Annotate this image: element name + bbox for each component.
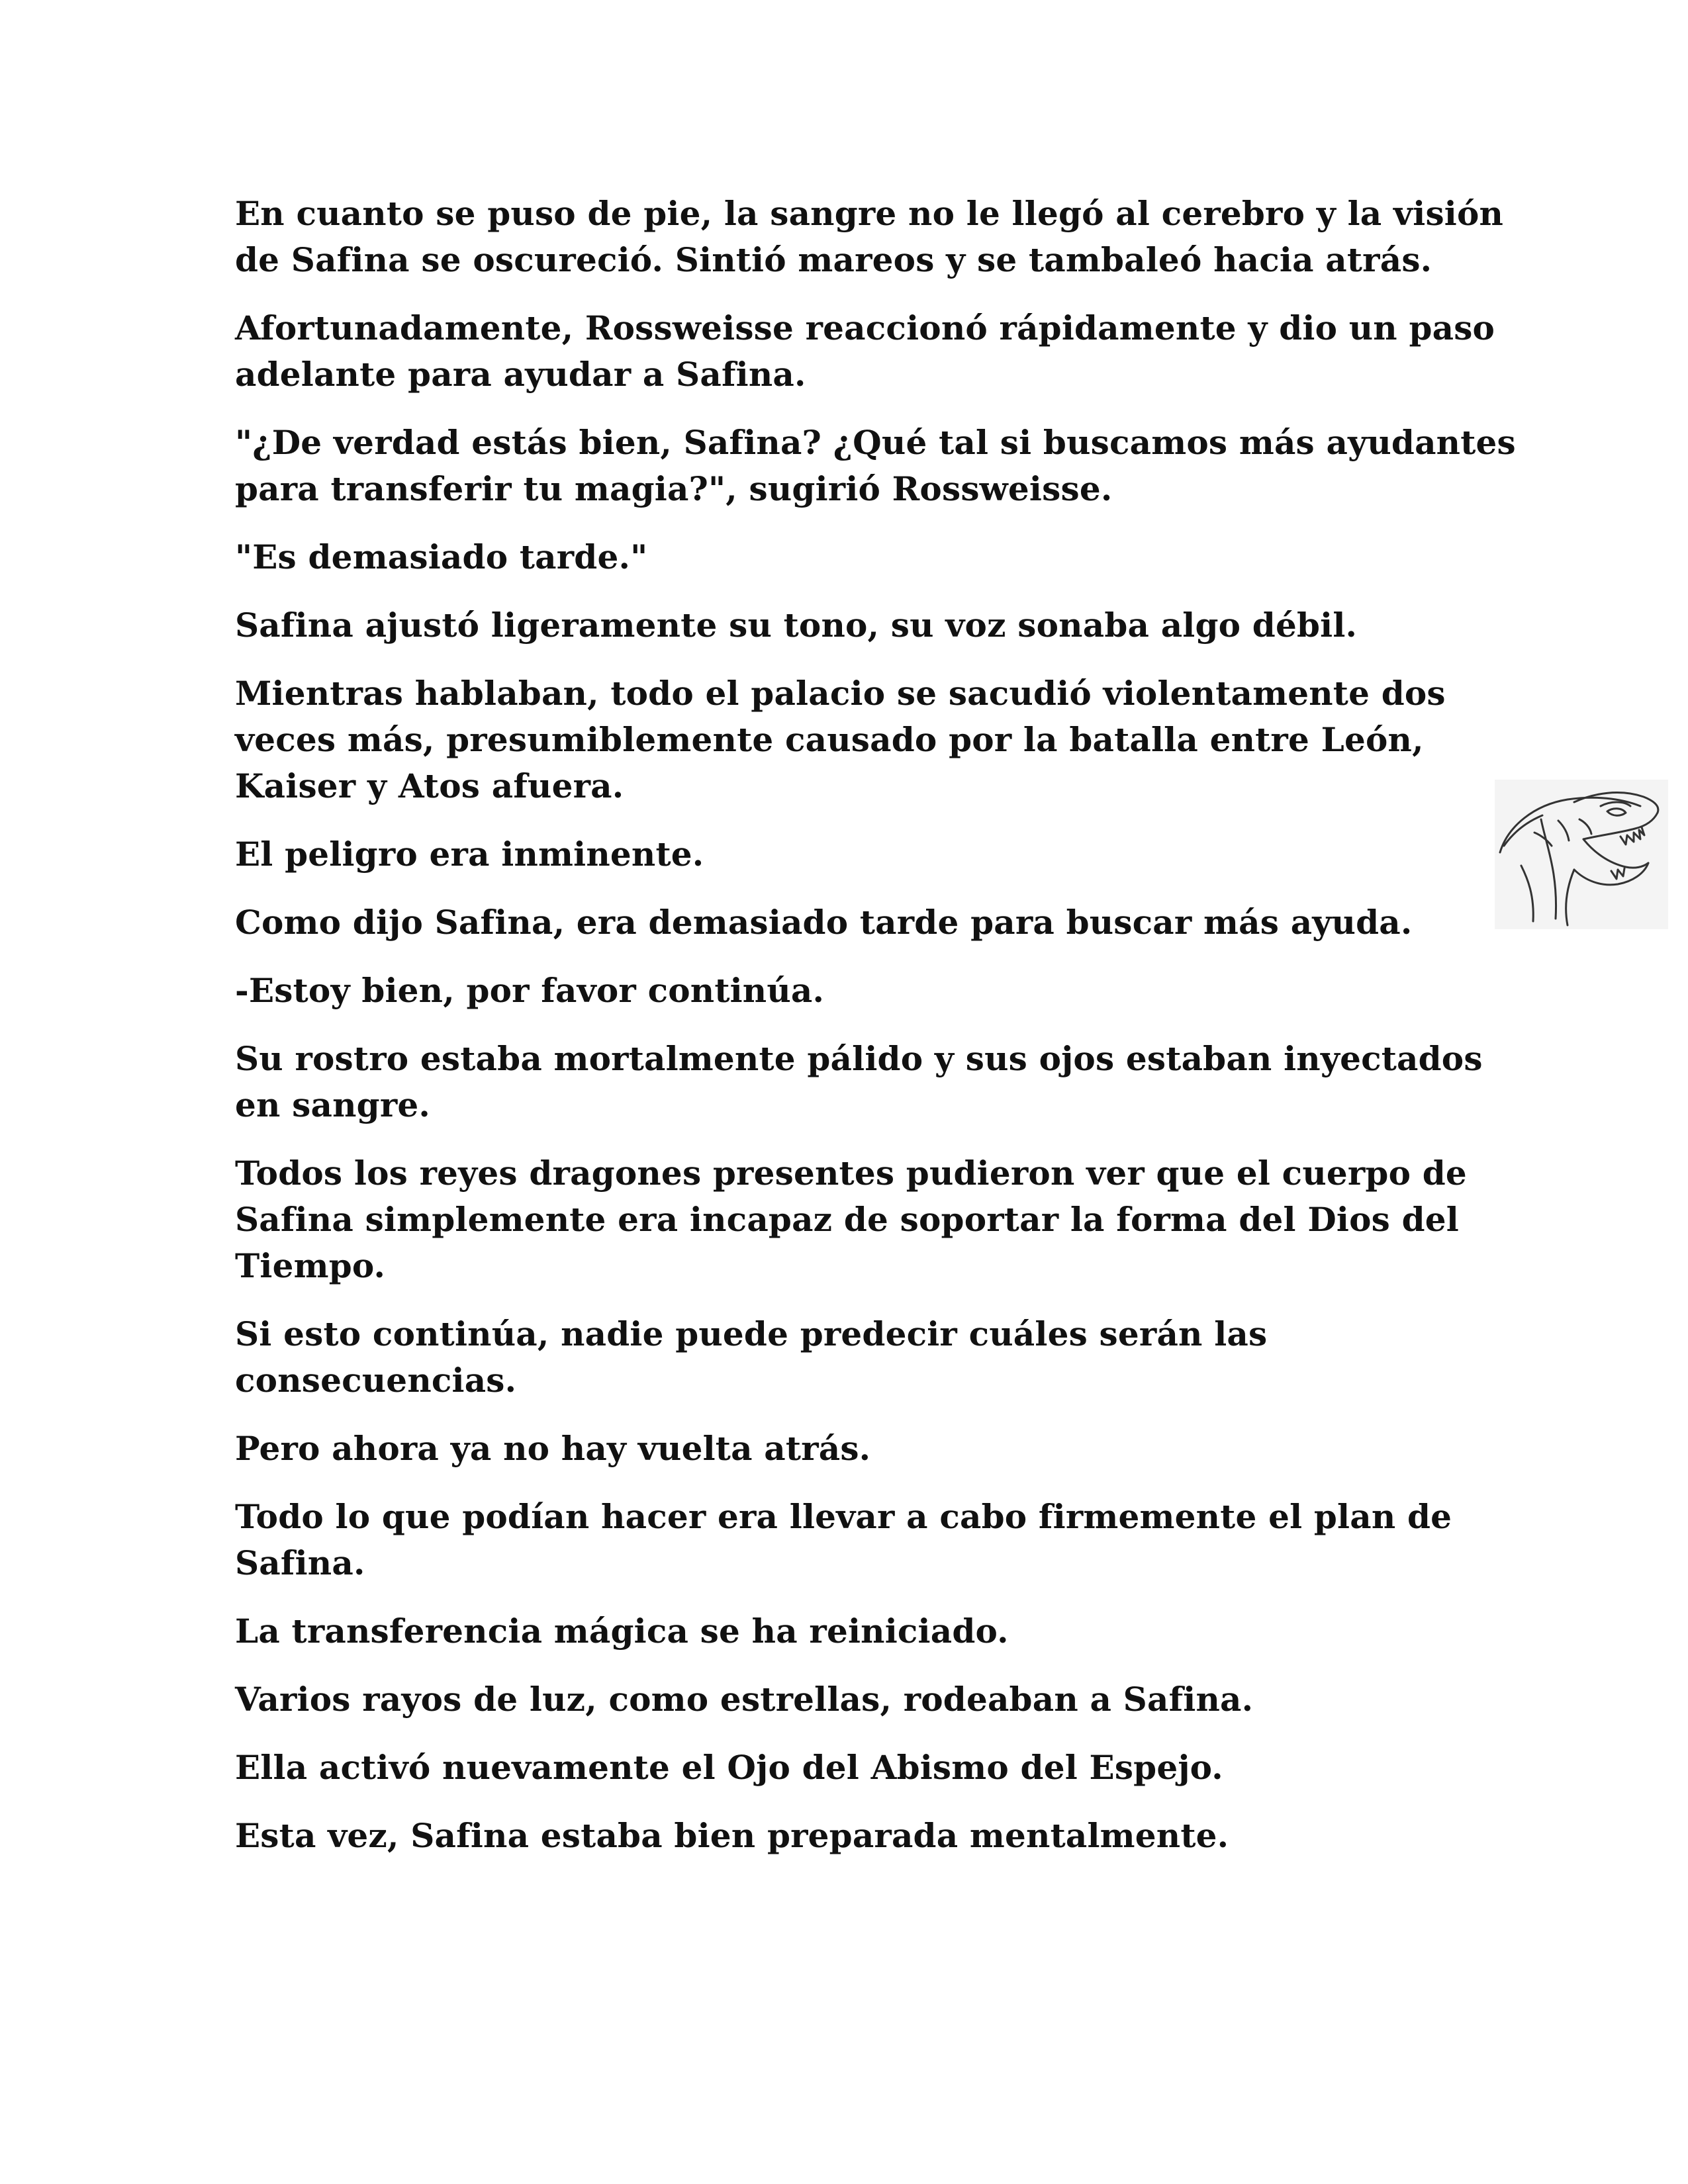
paragraph-15: La transferencia mágica se ha reiniciado. (235, 1612, 1009, 1651)
paragraph-1: En cuanto se puso de pie, la sangre no le llegó al cerebro y la visión de Safina se oscureció. Sintió mareos y se tambaleó hacia atrás. (235, 194, 1504, 279)
paragraph-9: -Estoy bien, por favor continúa. (235, 971, 825, 1010)
paragraph-2: Afortunadamente, Rossweisse reaccionó rápidamente y dio un paso adelante para ayudar a Safina. (235, 308, 1495, 394)
dinosaur-head-sketch-icon (1495, 780, 1668, 929)
paragraph-14: Todo lo que podían hacer era llevar a cabo firmemente el plan de Safina. (235, 1497, 1452, 1582)
paragraph-4: "Es demasiado tarde." (235, 537, 648, 576)
paragraph-18: Esta vez, Safina estaba bien preparada mentalmente. (235, 1816, 1229, 1855)
paragraph-13: Pero ahora ya no hay vuelta atrás. (235, 1429, 871, 1468)
paragraph-7: El peligro era inminente. (235, 835, 704, 874)
paragraph-10: Su rostro estaba mortalmente pálido y sus ojos estaban inyectados en sangre. (235, 1039, 1483, 1124)
paragraph-3: "¿De verdad estás bien, Safina? ¿Qué tal si buscamos más ayudantes para transferir tu magia?", sugirió Rossweisse. (235, 423, 1516, 508)
document-body (235, 191, 1526, 1881)
paragraph-6: Mientras hablaban, todo el palacio se sacudió violentamente dos veces más, presumiblemente causado por la batalla entre León, Kaiser y Atos afuera. (235, 674, 1446, 805)
paragraph-5: Safina ajustó ligeramente su tono, su voz sonaba algo débil. (235, 606, 1358, 645)
paragraph-8: Como dijo Safina, era demasiado tarde para buscar más ayuda. (235, 903, 1413, 942)
paragraph-11: Todos los reyes dragones presentes pudieron ver que el cuerpo de Safina simplemente era incapaz de soportar la forma del Dios del Tiempo. (235, 1154, 1467, 1285)
paragraph-12: Si esto continúa, nadie puede predecir cuáles serán las consecuencias. (235, 1314, 1268, 1400)
paragraph-17: Ella activó nuevamente el Ojo del Abismo del Espejo. (235, 1748, 1223, 1787)
paragraph-16: Varios rayos de luz, como estrellas, rodeaban a Safina. (235, 1680, 1254, 1719)
